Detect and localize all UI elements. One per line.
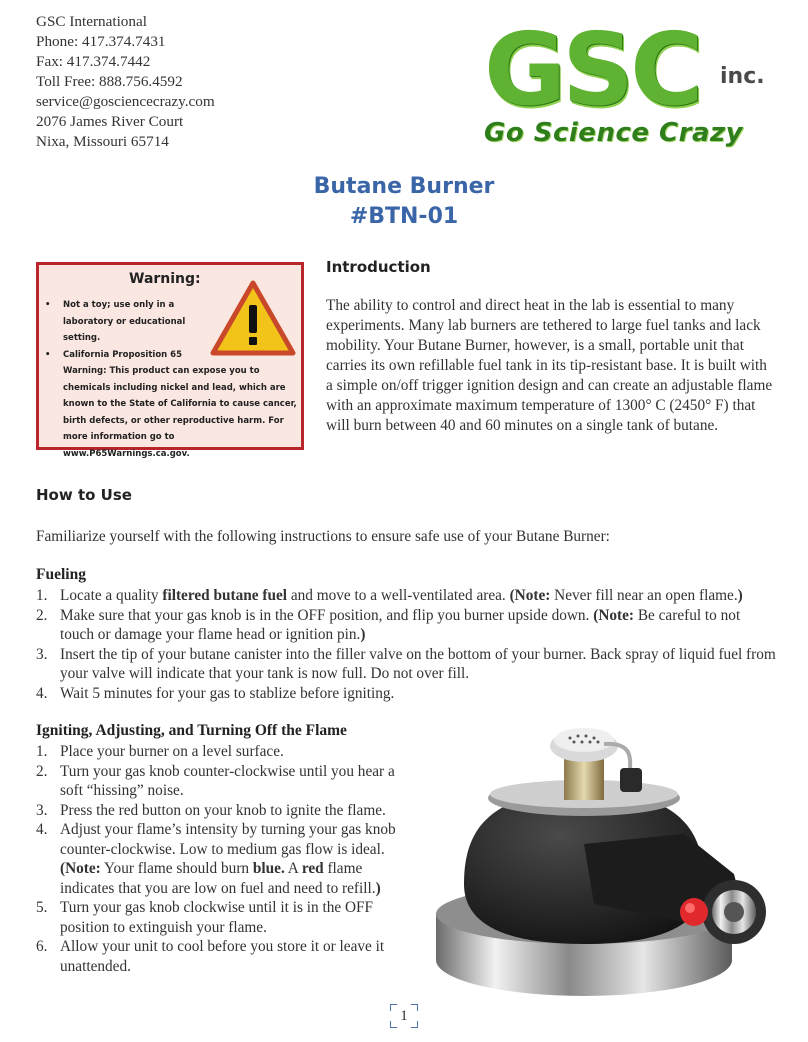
corner-mark xyxy=(390,1021,397,1028)
fueling-step: 3. Insert the tip of your butane canister into the filler valve on the bottom of your burner. Back spray of liquid fuel from your valve will indicate that your tank is now full. Do not over fill. xyxy=(36,645,776,682)
page-number: 1 xyxy=(390,1004,418,1028)
fax: Fax: 417.374.7442 xyxy=(36,53,151,70)
logo-inc: inc. xyxy=(720,64,765,89)
contact-block xyxy=(36,12,215,152)
butane-burner-image xyxy=(434,724,774,1000)
flame-step: 4. Adjust your flame’s intensity by turning your gas knob counter-clockwise. Low to medium gas flow is ideal. (Note: Your flame should burn blue. A red flame indicates that you are low on fuel and need to refill.) xyxy=(36,821,396,897)
company-name: GSC International xyxy=(36,13,147,30)
email: service@gosciencecrazy.com xyxy=(36,93,215,110)
flame-step: 3. Press the red button on your knob to ignite the flame. xyxy=(36,801,386,819)
fueling-step: 1. Locate a quality filtered butane fuel and move to a well-ventilated area. (Note: Never fill near an open flame.) xyxy=(36,587,743,604)
warning-title: Warning: xyxy=(129,271,201,287)
prop-65-heading: California Proposition 65 xyxy=(63,349,183,360)
phone: Phone: 417.374.7431 xyxy=(36,33,166,50)
bullet: • xyxy=(45,300,51,310)
city-address: Nixa, Missouri 65714 xyxy=(36,133,169,150)
fueling-step: 4. Wait 5 minutes for your gas to stablize before igniting. xyxy=(36,684,395,702)
fueling-step: 2. Make sure that your gas knob is in the OFF position, and flip you burner upside down. (Note: Be careful to not touch or damage your flame head or ignition pin.) xyxy=(36,606,741,643)
flame-step: 5. Turn your gas knob clockwise until it is in the OFF position to extinguish your flame. xyxy=(36,899,374,936)
page-title xyxy=(0,172,808,232)
flame-heading: Igniting, Adjusting, and Turning Off the Flame xyxy=(36,722,347,739)
flame-step: 2. Turn your gas knob counter-clockwise until you hear a soft “hissing” noise. xyxy=(36,762,395,799)
bullet: • xyxy=(45,349,51,360)
title-line-1: Butane Burner xyxy=(313,174,495,199)
warning-item-not-a-toy: • Not a toy; use only in a laboratory or educational setting. xyxy=(45,297,203,347)
corner-mark xyxy=(411,1004,418,1011)
corner-mark xyxy=(411,1021,418,1028)
how-to-use-heading: How to Use xyxy=(36,486,132,504)
prop-65-text: Warning: This product can expose you to chemicals including nickel and lead, which are known to the State of California to cause cancer, birth defects, or other reproductive harm. For more information go to www.P65Warnings.ca.gov. xyxy=(63,366,297,459)
introduction-heading: Introduction xyxy=(326,258,431,276)
fueling-steps xyxy=(36,586,776,703)
street-address: 2076 James River Court xyxy=(36,113,184,130)
flame-step: 1. Place your burner on a level surface. xyxy=(36,743,284,760)
warning-item-prop-65 xyxy=(45,347,301,463)
gsc-logo xyxy=(478,11,768,156)
logo-tagline: Go Science Crazy xyxy=(484,118,744,148)
flame-steps xyxy=(36,742,416,976)
warning-list xyxy=(45,297,301,462)
flame-step: 6. Allow your unit to cool before you store it or leave it unattended. xyxy=(36,938,385,975)
how-to-use-text: Familiarize yourself with the following instructions to ensure safe use of your Butane Burner: xyxy=(36,528,610,545)
toll-free: Toll Free: 888.756.4592 xyxy=(36,73,183,90)
fueling-heading: Fueling xyxy=(36,566,86,583)
introduction-text: The ability to control and direct heat in the lab is essential to many experiments. Many lab burners are tethered to large fuel tanks and lack mobility. Your Butane Burner, however, is a small, portable unit that carries its own refillable fuel tank in its tip-resistant base. It is built with a simple on/off trigger ignition design and can create an adjustable flame with an approximate maximum temperature of 1300° C (2450° F) that will burn between 40 and 60 minutes on a single tank of butane. xyxy=(326,297,773,434)
corner-mark xyxy=(390,1004,397,1011)
title-line-2: #BTN-01 xyxy=(349,204,459,229)
logo-letters: GSC xyxy=(484,11,700,128)
warning-box xyxy=(36,262,304,459)
